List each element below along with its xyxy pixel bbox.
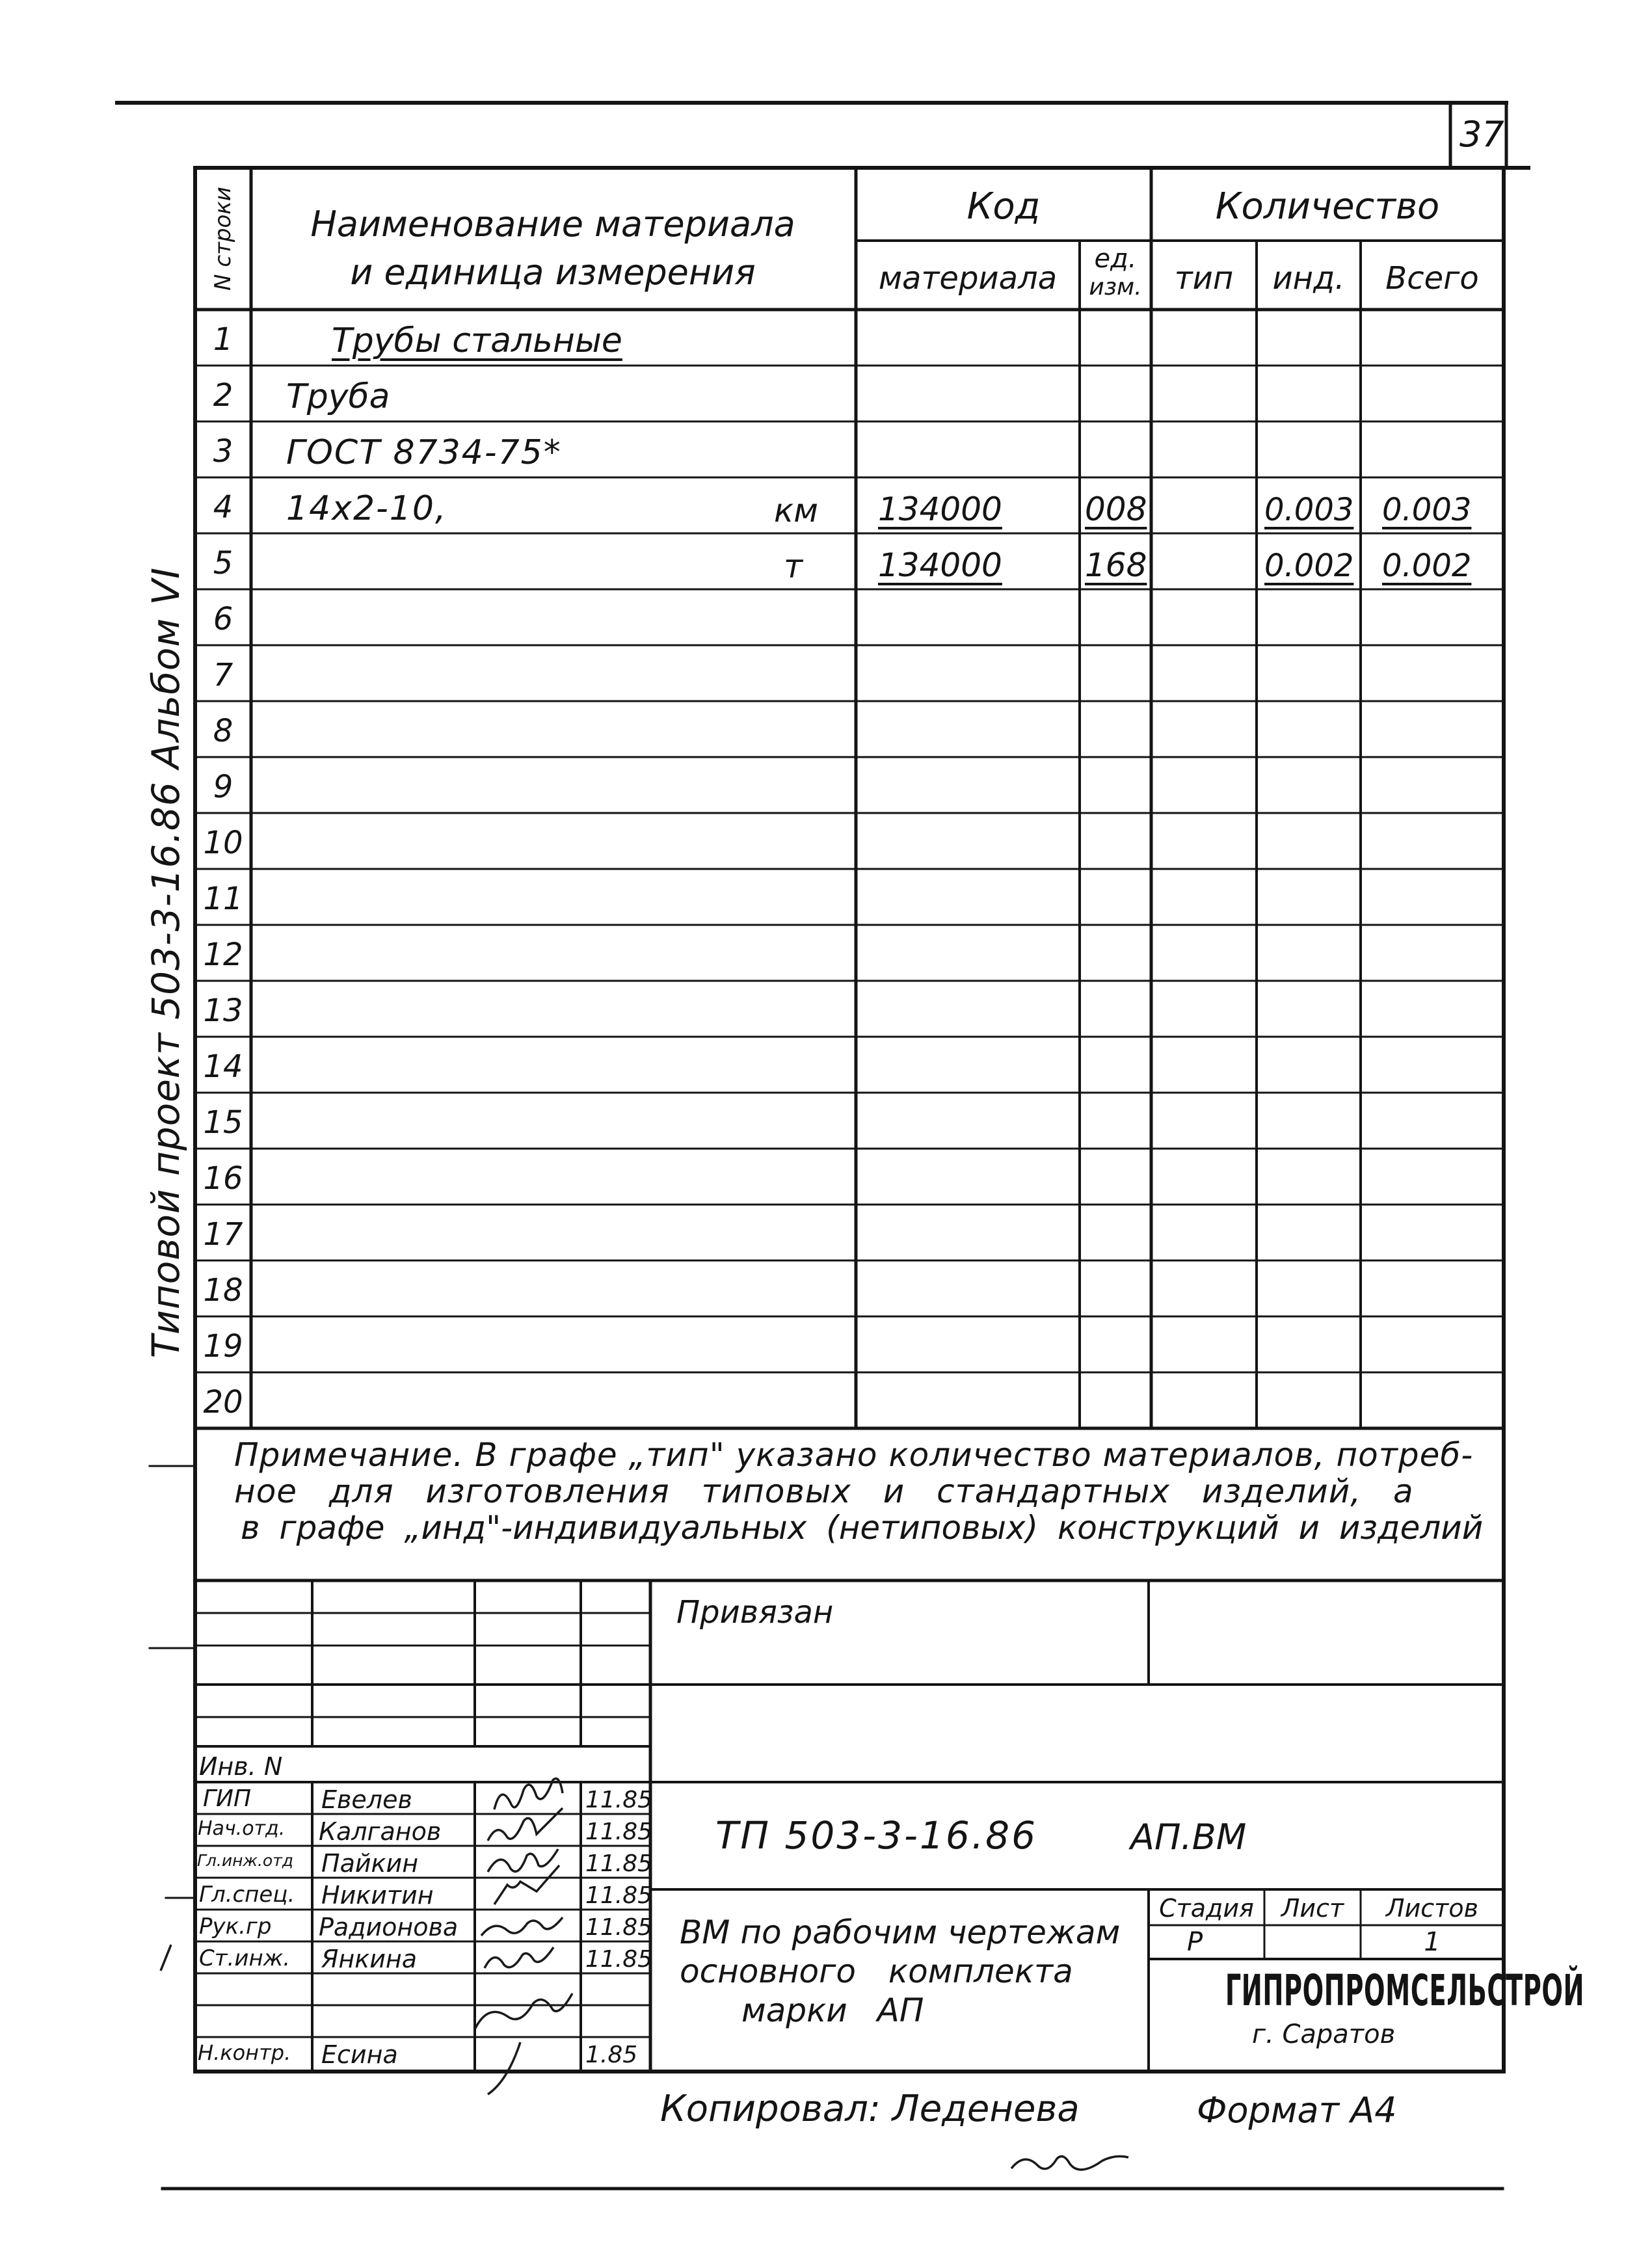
header-unit-line2: изм. [1089,274,1142,300]
header-row-number: N строки [210,187,236,291]
stamp-person: Есина [321,2040,398,2069]
row-number: 8 [213,713,233,749]
row-total: 0.003 [1382,492,1472,528]
stamp-role: Ст.инж. [199,1945,291,1971]
stamp-date: 11.85 [585,1787,653,1813]
row-unit-code: 008 [1085,490,1147,528]
stamp-date: 11.85 [585,1819,653,1845]
row-unit-name: т [784,548,803,585]
stamp-date: 11.85 [585,1882,653,1909]
stamp-person: Янкина [321,1945,418,1973]
stamp-role: Гл.спец. [199,1882,295,1908]
header-material: материала [878,260,1058,297]
stamp-person: Радионова [319,1913,459,1941]
header-name-line2: и единица измерения [350,252,756,293]
header-name-line1: Наименование материала [310,204,795,245]
stamp-doc-code: ТП 503-3-16.86 [715,1813,1037,1858]
stamp-city: г. Саратов [1252,2019,1396,2049]
stamp-date: 1.85 [585,2042,638,2068]
stamp-person: Пайкин [321,1849,419,1878]
stamp-sheets: 1 [1424,1927,1441,1957]
page-number: 37 [1459,114,1504,155]
row-number: 10 [203,825,243,861]
footer-format: Формат А4 [1197,2090,1397,2131]
stamp-role: Гл.инж.отд [197,1851,294,1870]
row-ind: 0.003 [1264,492,1354,528]
row-number: 11 [203,881,243,917]
stamp-role: Рук.гр [199,1913,272,1939]
stamp-title-line2: основного комплекта [680,1953,1073,1990]
row-number: 17 [203,1216,243,1253]
stamp-person: Калганов [319,1817,442,1846]
row-number: 15 [203,1104,243,1141]
row-number: 6 [213,601,233,637]
stamp-title-line3: марки АП [741,1992,924,2029]
header-code: Код [966,185,1041,228]
stamp-person: Никитин [321,1881,434,1910]
stamp-org: ГИПРОПРОМСЕЛЬСТРОЙ [1225,1966,1585,2016]
row-number: 9 [213,769,233,805]
row-number: 7 [213,657,233,693]
side-caption: Типовой проект 503-3-16.86 Альбом VI [144,566,188,1359]
row-ind: 0.002 [1264,548,1354,584]
stamp-stage-label: Стадия [1159,1894,1254,1923]
header-quantity: Количество [1215,185,1440,228]
row-number: 5 [213,545,233,581]
header-total: Всего [1385,260,1479,297]
stamp-sheet-label: Лист [1281,1894,1344,1923]
row-total: 0.002 [1382,548,1472,584]
row-unit-name: км [774,492,818,529]
note-line1: Примечание. В графе „тип" указано количество материалов, потреб- [234,1436,1474,1474]
stamp-attached: Привязан [676,1594,834,1631]
row-number: 14 [203,1048,243,1085]
row-name: Трубы стальные [332,321,622,360]
row-number: 16 [203,1160,243,1197]
stamp-stage: Р [1187,1927,1203,1957]
stamp-inv: Инв. N [199,1752,283,1781]
row-number: 3 [213,433,233,470]
stamp-date: 11.85 [585,1946,653,1973]
stamp-person: Евелев [321,1785,412,1814]
stamp-mark: АП.ВМ [1130,1817,1247,1858]
header-type: тип [1174,260,1234,297]
row-number: 4 [213,489,233,526]
row-code: 134000 [878,490,1002,528]
row-number: 19 [203,1328,243,1365]
stamp-date: 11.85 [585,1914,653,1941]
header-ind: инд. [1272,260,1345,297]
row-number: 20 [203,1384,243,1420]
row-name: 14x2-10, [286,489,447,528]
row-number: 12 [203,937,243,973]
header-unit-line1: ед. [1094,244,1137,274]
row-number: 13 [203,993,243,1029]
row-number: 2 [213,377,233,414]
note-line2: ное для изготовления типовых и стандартных изделий, а [234,1473,1414,1510]
stamp-title-line1: ВМ по рабочим чертежам [680,1913,1121,1951]
footer-copied: Копировал: Леденева [660,2088,1080,2130]
stamp-role: ГИП [203,1785,252,1812]
row-name: ГОСТ 8734-75* [286,433,562,472]
row-name: Труба [286,377,390,416]
row-code: 134000 [878,546,1002,584]
stamp-sheets-label: Листов [1386,1894,1478,1923]
note-line3: в графе „инд"-индивидуальных (нетиповых) конструкций и изделий [241,1509,1484,1547]
row-number: 1 [213,321,233,358]
stamp-role: Нач.отд. [198,1817,286,1840]
stamp-date: 11.85 [585,1850,653,1877]
row-number: 18 [203,1272,243,1309]
row-unit-code: 168 [1085,546,1147,584]
stamp-role: Н.контр. [198,2040,291,2065]
